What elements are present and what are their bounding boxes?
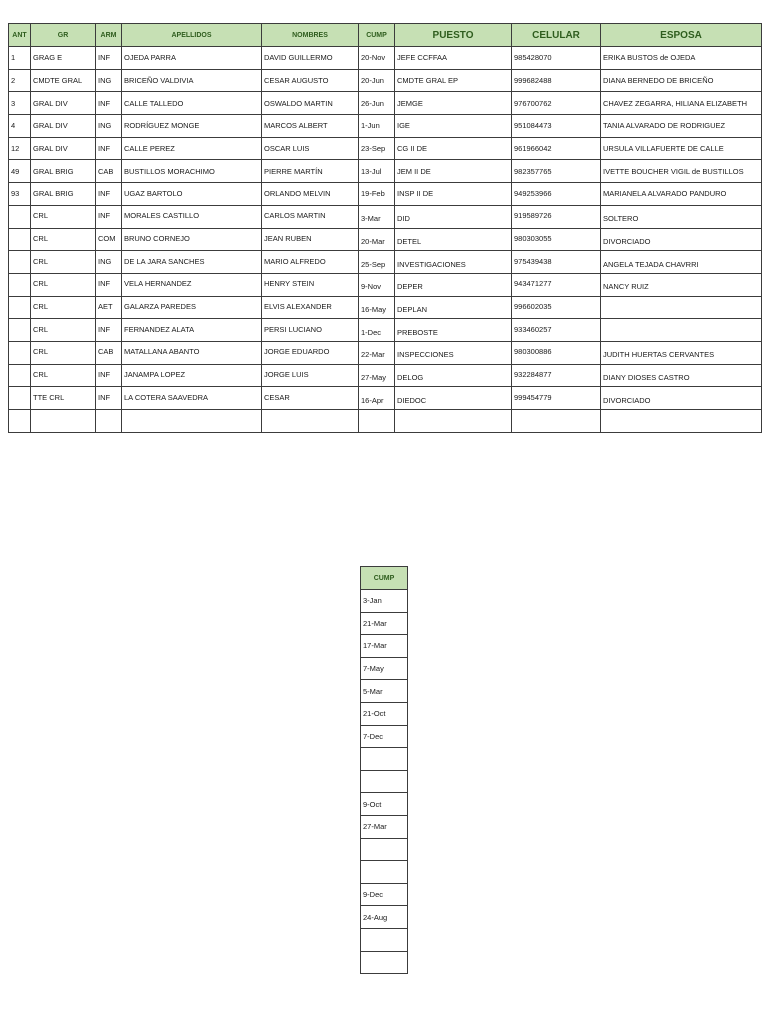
ant-cell: 93 bbox=[9, 183, 31, 206]
table-row bbox=[9, 69, 762, 92]
ant-cell bbox=[9, 410, 31, 433]
apellidos-cell: RODRÍGUEZ MONGE bbox=[122, 115, 262, 138]
esposa-cell: URSULA VILLAFUERTE DE CALLE bbox=[601, 137, 762, 160]
list-item bbox=[361, 793, 408, 816]
header-apellidos: APELLIDOS bbox=[122, 24, 262, 47]
nombres-cell: DAVID GUILLERMO bbox=[262, 47, 359, 70]
cump-header: CUMP bbox=[361, 567, 408, 590]
arm-cell: AET bbox=[96, 296, 122, 319]
cump-value-cell bbox=[361, 951, 408, 974]
ant-cell: 4 bbox=[9, 115, 31, 138]
cump-cell: 23-Sep bbox=[359, 137, 395, 160]
puesto-cell bbox=[395, 410, 512, 433]
table-row bbox=[9, 92, 762, 115]
nombres-cell: MARCOS ALBERT bbox=[262, 115, 359, 138]
apellidos-cell: BRUNO CORNEJO bbox=[122, 228, 262, 251]
esposa-cell: MARIANELA ALVARADO PANDURO bbox=[601, 183, 762, 206]
table-row bbox=[9, 115, 762, 138]
list-item bbox=[361, 680, 408, 703]
list-item bbox=[361, 635, 408, 658]
celular-cell: 985428070 bbox=[512, 47, 601, 70]
table-row bbox=[9, 364, 762, 387]
esposa-cell: ANGELA TEJADA CHAVRRI bbox=[601, 251, 762, 274]
esposa-cell bbox=[601, 296, 762, 319]
celular-cell: 932284877 bbox=[512, 364, 601, 387]
table-row bbox=[9, 160, 762, 183]
gr-cell: CRL bbox=[31, 273, 96, 296]
table-row bbox=[9, 228, 762, 251]
puesto-cell: CG II DE bbox=[395, 137, 512, 160]
cump-cell: 27-May bbox=[359, 364, 395, 387]
table-row bbox=[9, 410, 762, 433]
cump-value-cell: 9-Dec bbox=[361, 883, 408, 906]
nombres-cell: MARIO ALFREDO bbox=[262, 251, 359, 274]
apellidos-cell: UGAZ BARTOLO bbox=[122, 183, 262, 206]
puesto-cell: DID bbox=[395, 205, 512, 228]
personnel-table bbox=[8, 23, 762, 433]
celular-cell: 980300886 bbox=[512, 341, 601, 364]
cump-cell: 20-Nov bbox=[359, 47, 395, 70]
cump-value-cell: 5-Mar bbox=[361, 680, 408, 703]
esposa-cell: DIANA BERNEDO DE BRICEÑO bbox=[601, 69, 762, 92]
ant-cell: 1 bbox=[9, 47, 31, 70]
puesto-cell: DIEDOC bbox=[395, 387, 512, 410]
cump-value-cell: 21-Mar bbox=[361, 612, 408, 635]
nombres-cell: PIERRE MARTÍN bbox=[262, 160, 359, 183]
cump-value-cell bbox=[361, 748, 408, 771]
gr-cell: GRAL BRIG bbox=[31, 160, 96, 183]
arm-cell: COM bbox=[96, 228, 122, 251]
arm-cell: INF bbox=[96, 205, 122, 228]
nombres-cell: CESAR AUGUSTO bbox=[262, 69, 359, 92]
ant-cell bbox=[9, 319, 31, 342]
header-gr: GR bbox=[31, 24, 96, 47]
celular-cell: 919589726 bbox=[512, 205, 601, 228]
cump-cell: 9-Nov bbox=[359, 273, 395, 296]
arm-cell: ING bbox=[96, 69, 122, 92]
esposa-cell: ERIKA BUSTOS de OJEDA bbox=[601, 47, 762, 70]
list-item bbox=[361, 815, 408, 838]
nombres-cell: CARLOS MARTIN bbox=[262, 205, 359, 228]
gr-cell: CRL bbox=[31, 205, 96, 228]
header-cump: CUMP bbox=[359, 24, 395, 47]
celular-cell: 975439438 bbox=[512, 251, 601, 274]
cump-header-row bbox=[361, 567, 408, 590]
table-row bbox=[9, 183, 762, 206]
celular-cell: 943471277 bbox=[512, 273, 601, 296]
ant-cell bbox=[9, 296, 31, 319]
ant-cell: 3 bbox=[9, 92, 31, 115]
nombres-cell: PERSI LUCIANO bbox=[262, 319, 359, 342]
celular-cell: 980303055 bbox=[512, 228, 601, 251]
apellidos-cell: FERNANDEZ ALATA bbox=[122, 319, 262, 342]
puesto-cell: JEFE CCFFAA bbox=[395, 47, 512, 70]
nombres-cell: JORGE EDUARDO bbox=[262, 341, 359, 364]
cump-value-cell: 7-May bbox=[361, 657, 408, 680]
gr-cell: CRL bbox=[31, 228, 96, 251]
list-item bbox=[361, 928, 408, 951]
cump-cell: 19-Feb bbox=[359, 183, 395, 206]
ant-cell: 2 bbox=[9, 69, 31, 92]
arm-cell: INF bbox=[96, 319, 122, 342]
apellidos-cell: MATALLANA ABANTO bbox=[122, 341, 262, 364]
celular-cell: 999454779 bbox=[512, 387, 601, 410]
list-item bbox=[361, 748, 408, 771]
celular-cell: 982357765 bbox=[512, 160, 601, 183]
list-item bbox=[361, 725, 408, 748]
cump-value-cell bbox=[361, 770, 408, 793]
cump-cell: 16-May bbox=[359, 296, 395, 319]
cump-value-cell bbox=[361, 838, 408, 861]
header-puesto: PUESTO bbox=[395, 24, 512, 47]
puesto-cell: INSPECCIONES bbox=[395, 341, 512, 364]
celular-cell: 951084473 bbox=[512, 115, 601, 138]
table-row bbox=[9, 251, 762, 274]
arm-cell: INF bbox=[96, 273, 122, 296]
cump-value-cell: 21-Oct bbox=[361, 702, 408, 725]
puesto-cell: DELOG bbox=[395, 364, 512, 387]
table-row bbox=[9, 387, 762, 410]
list-item bbox=[361, 770, 408, 793]
nombres-cell: JEAN RUBEN bbox=[262, 228, 359, 251]
ant-cell: 12 bbox=[9, 137, 31, 160]
puesto-cell: JEM II DE bbox=[395, 160, 512, 183]
puesto-cell: CMDTE GRAL EP bbox=[395, 69, 512, 92]
celular-cell: 976700762 bbox=[512, 92, 601, 115]
cump-cell: 22-Mar bbox=[359, 341, 395, 364]
list-item bbox=[361, 883, 408, 906]
cump-value-cell: 24-Aug bbox=[361, 906, 408, 929]
arm-cell: INF bbox=[96, 47, 122, 70]
ant-cell bbox=[9, 341, 31, 364]
apellidos-cell: GALARZA PAREDES bbox=[122, 296, 262, 319]
esposa-cell: DIVORCIADO bbox=[601, 387, 762, 410]
header-celular: CELULAR bbox=[512, 24, 601, 47]
cump-cell bbox=[359, 410, 395, 433]
header-esposa: ESPOSA bbox=[601, 24, 762, 47]
cump-value-cell: 17-Mar bbox=[361, 635, 408, 658]
gr-cell: CRL bbox=[31, 251, 96, 274]
apellidos-cell: MORALES CASTILLO bbox=[122, 205, 262, 228]
celular-cell: 933460257 bbox=[512, 319, 601, 342]
celular-cell: 996602035 bbox=[512, 296, 601, 319]
list-item bbox=[361, 702, 408, 725]
list-item bbox=[361, 612, 408, 635]
arm-cell: CAB bbox=[96, 160, 122, 183]
table-row bbox=[9, 319, 762, 342]
puesto-cell: DEPLAN bbox=[395, 296, 512, 319]
cump-value-cell: 27-Mar bbox=[361, 815, 408, 838]
arm-cell: INF bbox=[96, 183, 122, 206]
cump-cell: 3-Mar bbox=[359, 205, 395, 228]
personnel-table-body bbox=[9, 47, 762, 433]
ant-cell: 49 bbox=[9, 160, 31, 183]
apellidos-cell: CALLE TALLEDO bbox=[122, 92, 262, 115]
esposa-cell: TANIA ALVARADO DE RODRIGUEZ bbox=[601, 115, 762, 138]
nombres-cell bbox=[262, 410, 359, 433]
cump-cell: 20-Mar bbox=[359, 228, 395, 251]
esposa-cell: JUDITH HUERTAS CERVANTES bbox=[601, 341, 762, 364]
cump-cell: 1-Jun bbox=[359, 115, 395, 138]
apellidos-cell: BRICEÑO VALDIVIA bbox=[122, 69, 262, 92]
arm-cell: INF bbox=[96, 387, 122, 410]
esposa-cell: DIANY DIOSES CASTRO bbox=[601, 364, 762, 387]
gr-cell bbox=[31, 410, 96, 433]
list-item bbox=[361, 906, 408, 929]
celular-cell: 961966042 bbox=[512, 137, 601, 160]
ant-cell bbox=[9, 273, 31, 296]
cump-cell: 13-Jul bbox=[359, 160, 395, 183]
cump-value-cell: 3-Jan bbox=[361, 590, 408, 613]
apellidos-cell: VELA HERNANDEZ bbox=[122, 273, 262, 296]
table-row bbox=[9, 296, 762, 319]
celular-cell bbox=[512, 410, 601, 433]
puesto-cell: IGE bbox=[395, 115, 512, 138]
cump-cell: 25-Sep bbox=[359, 251, 395, 274]
table-row bbox=[9, 273, 762, 296]
cump-cell: 20-Jun bbox=[359, 69, 395, 92]
table-row bbox=[9, 47, 762, 70]
gr-cell: CRL bbox=[31, 364, 96, 387]
arm-cell bbox=[96, 410, 122, 433]
esposa-cell: SOLTERO bbox=[601, 205, 762, 228]
cump-cell: 26-Jun bbox=[359, 92, 395, 115]
gr-cell: GRAL BRIG bbox=[31, 183, 96, 206]
cump-cell: 16-Apr bbox=[359, 387, 395, 410]
apellidos-cell: BUSTILLOS MORACHIMO bbox=[122, 160, 262, 183]
cump-table bbox=[360, 566, 408, 974]
nombres-cell: JORGE LUIS bbox=[262, 364, 359, 387]
header-arm: ARM bbox=[96, 24, 122, 47]
header-nombres: NOMBRES bbox=[262, 24, 359, 47]
nombres-cell: ELVIS ALEXANDER bbox=[262, 296, 359, 319]
celular-cell: 949253966 bbox=[512, 183, 601, 206]
apellidos-cell: DE LA JARA SANCHES bbox=[122, 251, 262, 274]
arm-cell: INF bbox=[96, 92, 122, 115]
list-item bbox=[361, 951, 408, 974]
cump-value-cell: 7-Dec bbox=[361, 725, 408, 748]
arm-cell: ING bbox=[96, 115, 122, 138]
esposa-cell: NANCY RUIZ bbox=[601, 273, 762, 296]
puesto-cell: INSP II DE bbox=[395, 183, 512, 206]
gr-cell: CRL bbox=[31, 319, 96, 342]
apellidos-cell: CALLE PEREZ bbox=[122, 137, 262, 160]
gr-cell: GRAL DIV bbox=[31, 115, 96, 138]
gr-cell: CMDTE GRAL bbox=[31, 69, 96, 92]
esposa-cell: CHAVEZ ZEGARRA, HILIANA ELIZABETH bbox=[601, 92, 762, 115]
puesto-cell: PREBOSTE bbox=[395, 319, 512, 342]
puesto-cell: JEMGE bbox=[395, 92, 512, 115]
list-item bbox=[361, 838, 408, 861]
apellidos-cell: JANAMPA LOPEZ bbox=[122, 364, 262, 387]
puesto-cell: DEPER bbox=[395, 273, 512, 296]
header-row bbox=[9, 24, 762, 47]
ant-cell bbox=[9, 228, 31, 251]
celular-cell: 999682488 bbox=[512, 69, 601, 92]
apellidos-cell bbox=[122, 410, 262, 433]
nombres-cell: OSCAR LUIS bbox=[262, 137, 359, 160]
ant-cell bbox=[9, 205, 31, 228]
apellidos-cell: OJEDA PARRA bbox=[122, 47, 262, 70]
arm-cell: INF bbox=[96, 364, 122, 387]
nombres-cell: CESAR bbox=[262, 387, 359, 410]
nombres-cell: ORLANDO MELVIN bbox=[262, 183, 359, 206]
puesto-cell: INVESTIGACIONES bbox=[395, 251, 512, 274]
gr-cell: CRL bbox=[31, 341, 96, 364]
arm-cell: CAB bbox=[96, 341, 122, 364]
arm-cell: INF bbox=[96, 137, 122, 160]
nombres-cell: OSWALDO MARTIN bbox=[262, 92, 359, 115]
list-item bbox=[361, 590, 408, 613]
esposa-cell bbox=[601, 410, 762, 433]
ant-cell bbox=[9, 387, 31, 410]
table-row bbox=[9, 205, 762, 228]
puesto-cell: DETEL bbox=[395, 228, 512, 251]
arm-cell: ING bbox=[96, 251, 122, 274]
cump-value-cell bbox=[361, 861, 408, 884]
gr-cell: CRL bbox=[31, 296, 96, 319]
cump-value-cell bbox=[361, 928, 408, 951]
esposa-cell: IVETTE BOUCHER VIGIL de BUSTILLOS bbox=[601, 160, 762, 183]
table-row bbox=[9, 137, 762, 160]
gr-cell: GRAL DIV bbox=[31, 92, 96, 115]
cump-cell: 1-Dec bbox=[359, 319, 395, 342]
gr-cell: GRAL DIV bbox=[31, 137, 96, 160]
list-item bbox=[361, 861, 408, 884]
cump-table-body bbox=[361, 590, 408, 974]
esposa-cell: DIVORCIADO bbox=[601, 228, 762, 251]
nombres-cell: HENRY STEIN bbox=[262, 273, 359, 296]
gr-cell: GRAG E bbox=[31, 47, 96, 70]
list-item bbox=[361, 657, 408, 680]
apellidos-cell: LA COTERA SAAVEDRA bbox=[122, 387, 262, 410]
cump-value-cell: 9-Oct bbox=[361, 793, 408, 816]
table-row bbox=[9, 341, 762, 364]
gr-cell: TTE CRL bbox=[31, 387, 96, 410]
ant-cell bbox=[9, 364, 31, 387]
header-ant: ANT bbox=[9, 24, 31, 47]
ant-cell bbox=[9, 251, 31, 274]
esposa-cell bbox=[601, 319, 762, 342]
